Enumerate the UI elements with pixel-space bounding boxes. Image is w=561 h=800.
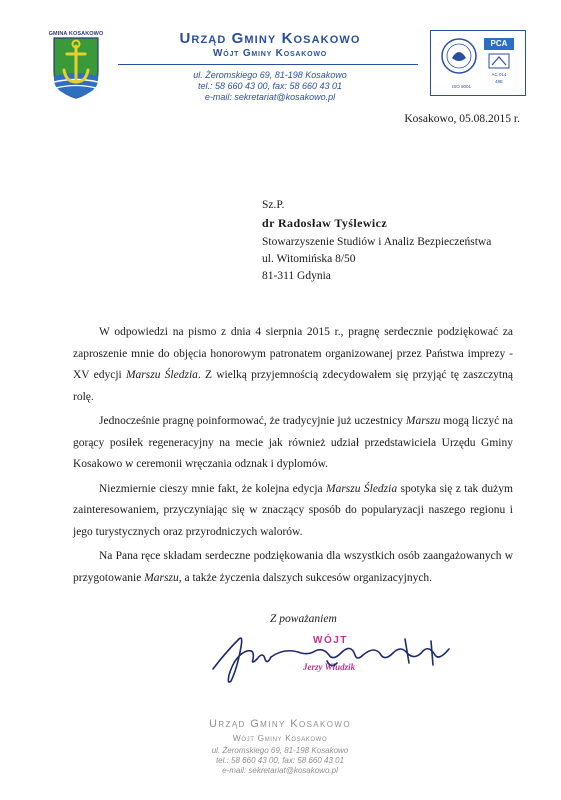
- recipient-salutation: Sz.P.: [262, 199, 285, 211]
- footer-title: Urząd Gminy Kosakowo: [209, 718, 351, 730]
- footer-address: ul. Żeromskiego 69, 81-198 Kosakowo: [211, 746, 349, 755]
- body-paragraph-4: Na Pana ręce składam serdeczne podziękowania dla wszystkich osób zaangażowanych w przygotowanie Marszu, a także życzenia dalszych sukcesów organizacyjnych.: [73, 550, 513, 584]
- pca-logo: PCA: [484, 38, 514, 50]
- footer-email: e-mail: sekretariat@kosakowo.pl: [222, 766, 338, 775]
- recipient-name: dr Radosław Tyślewicz: [262, 216, 388, 230]
- footer-phone: tel.: 58 660 43 00, fax: 58 660 43 01: [215, 756, 345, 765]
- letterhead-title: Urząd Gminy Kosakowo: [179, 30, 361, 47]
- handwritten-signature: [205, 625, 465, 687]
- letterhead-address: ul. Żeromskiego 69, 81-198 Kosakowo: [193, 70, 347, 80]
- letterhead-email: e-mail: sekretariat@kosakowo.pl: [204, 92, 336, 102]
- coat-of-arms-icon: [52, 36, 100, 100]
- recipient-organization: Stowarzyszenie Studiów i Analiz Bezpieczeństwa: [262, 236, 492, 248]
- footer-subtitle: Wójt Gminy Kosakowo: [232, 733, 328, 743]
- pca-code-2: 48E: [494, 79, 503, 84]
- closing-salutation: Z poważaniem: [270, 613, 337, 625]
- stamp-name: Jerzy Włudzik: [303, 662, 356, 672]
- body-paragraph-2: Jednocześnie pragnę poinformować, że tradycyjnie już uczestnicy Marszu mogą liczyć na gorący posiłek regeneracyjny na mecie jak również udział przedstawiciela Urzędu Gminy Kosakowo w ceremonii wręczania odznak i dyplomów.: [73, 415, 513, 470]
- pca-code: AC 014: [491, 72, 507, 77]
- letter-date: Kosakowo, 05.08.2015 r.: [404, 113, 520, 125]
- iso-seal-icon: [440, 36, 478, 82]
- recipient-city: 81-311 Gdynia: [262, 270, 331, 282]
- body-paragraph-3: Niezmiernie cieszy mnie fakt, że kolejna edycja Marszu Śledzia spotyka się z tak dużym zainteresowaniem, przyczyniając się w znaczący sposób do popularyzacji naszego regionu i jego turystycznych oraz przyrodniczych walorów.: [73, 482, 513, 538]
- stamp-title: WÓJT: [313, 635, 348, 646]
- letterhead-subtitle: Wójt Gminy Kosakowo: [212, 48, 328, 59]
- body-paragraph-1: W odpowiedzi na pismo z dnia 4 sierpnia 2015 r., pragnę serdecznie podziękować za zaproszenie mnie do objęcia honorowym patronatem organizowanej przez Państwa imprezy -XV edycji Marszu Śledzia. Z wielką przyjemnością zdecydowałem się przyjąć tę zaszczytną rolę.: [73, 326, 513, 403]
- accreditation-mark-icon: [488, 53, 510, 69]
- iso-label: ISO 9001: [452, 84, 472, 89]
- letterhead-divider: [118, 64, 418, 65]
- recipient-street: ul. Witomińska 8/50: [262, 253, 356, 265]
- letterhead-phone: tel.: 58 660 43 00, fax: 58 660 43 01: [197, 81, 343, 91]
- crest-label: GMINA KOSAKOWO: [48, 31, 104, 37]
- letter-body: [73, 322, 513, 592]
